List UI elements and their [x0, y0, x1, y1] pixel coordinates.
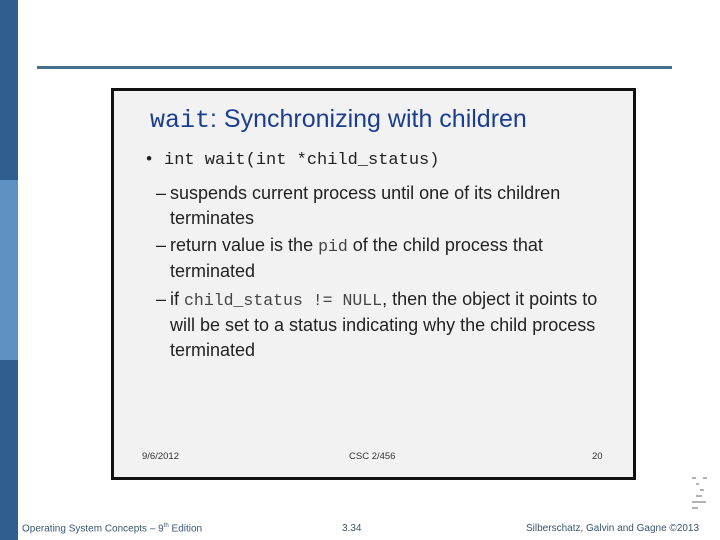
sub-text-post: of the child process that terminated	[170, 235, 543, 281]
sub-dash: –	[156, 289, 167, 309]
footer-slide-number: 3.34	[342, 523, 362, 534]
embedded-slide	[111, 88, 636, 480]
sidebar-top-block	[0, 0, 18, 180]
sidebar-middle-block	[0, 180, 18, 360]
sub-bullet-return-value	[156, 233, 610, 284]
sub-text-pre: if	[170, 289, 185, 309]
slide-footer-page: 20	[592, 451, 603, 462]
footer-book-prefix: Operating System Concepts – 9	[22, 523, 164, 535]
footer-copyright: Silberschatz, Galvin and Gagne ©2013	[526, 523, 700, 534]
footer-book-suffix: Edition	[168, 523, 203, 535]
sub-code: child_status != NULL	[184, 291, 383, 310]
sub-bullet-child-status	[156, 287, 610, 363]
sub-dash: –	[156, 235, 167, 255]
slide-footer-course: CSC 2/456	[349, 451, 396, 462]
header-rule	[37, 66, 672, 69]
sub-code: pid	[318, 237, 348, 256]
sub-text-pre: return value is the	[170, 235, 319, 255]
sub-bullet-suspends	[156, 181, 610, 231]
slide-title-code: wait	[150, 106, 211, 135]
slide-title	[150, 105, 527, 135]
sidebar-bottom-block	[0, 360, 18, 540]
bullet-dot: •	[144, 151, 155, 170]
sub-dash: –	[156, 183, 167, 203]
slide-footer-date: 9/6/2012	[142, 451, 179, 462]
footer-book-title	[22, 523, 202, 534]
slide-title-text: : Synchronizing with children	[210, 105, 527, 133]
footer-book-sup: th	[163, 523, 169, 529]
sub-text: suspends current process until one of its children terminates	[170, 183, 561, 228]
bullet-code: int wait(int *child_status)	[164, 151, 440, 170]
sub-text-post: , then the object it points to will be set to a status indicating why the child process terminated	[170, 289, 598, 360]
bullet-signature	[144, 151, 439, 170]
dinosaur-logo-icon	[686, 474, 714, 514]
